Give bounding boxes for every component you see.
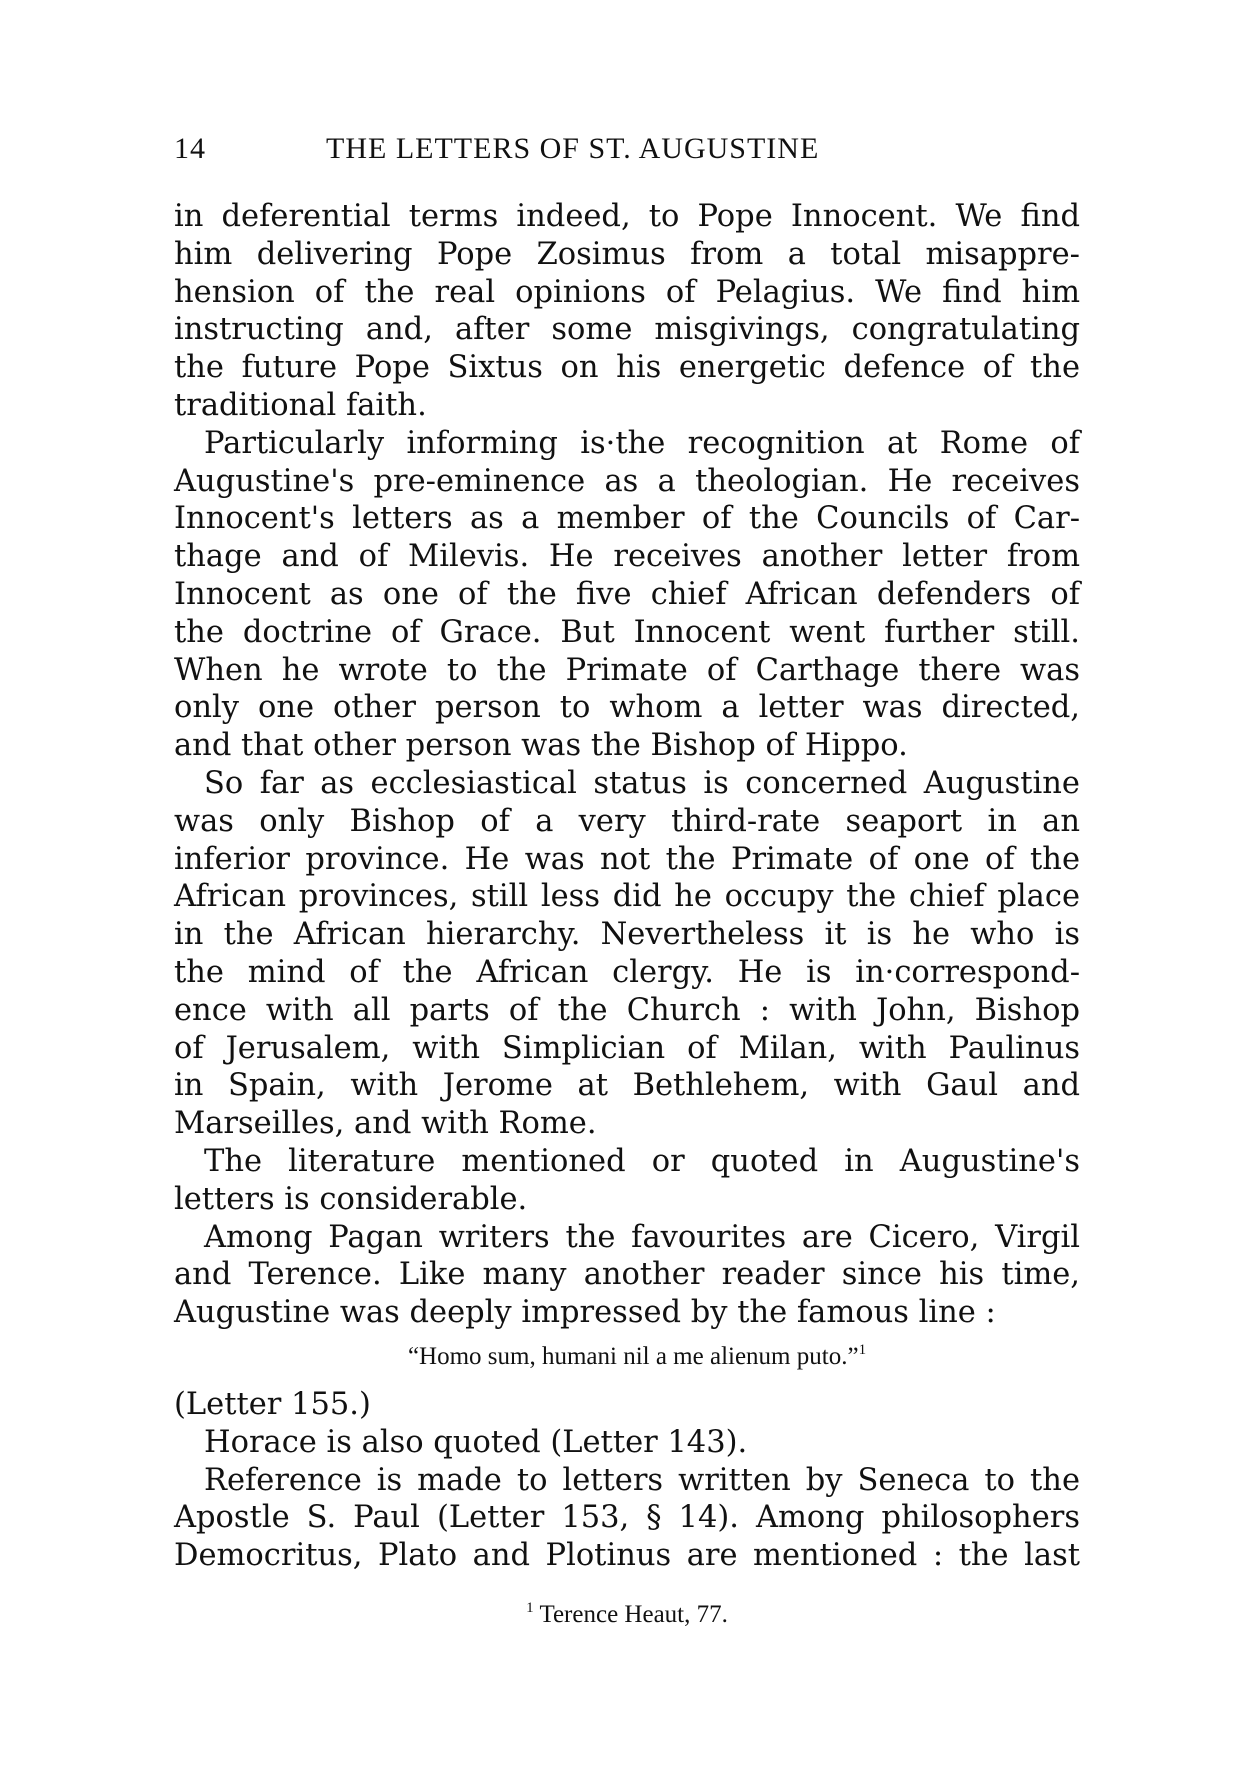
text-line: him delivering Pope Zosimus from a total misappre-: [174, 236, 1080, 272]
running-title: THE LETTERS OF ST. AUGUSTINE: [326, 132, 820, 165]
text-line: the doctrine of Grace. But Innocent went further still.: [174, 614, 1080, 650]
text-line: Apostle S. Paul (Letter 153, § 14). Among philosophers: [174, 1500, 1080, 1536]
block-quote: [174, 1342, 1080, 1372]
text-line: When he wrote to the Primate of Carthage there was: [174, 652, 1080, 688]
text-line: letters is considerable.: [174, 1181, 528, 1217]
text-line: was only Bishop of a very third-rate seaport in an: [174, 803, 1080, 839]
quote-text: “Homo sum, humani nil a me alienum puto.”: [407, 1342, 859, 1370]
footnote-text: Terence Heaut, 77.: [539, 1601, 728, 1628]
text-line: in Spain, with Jerome at Bethlehem, with Gaul and: [174, 1068, 1080, 1104]
running-head: [174, 132, 1074, 172]
text-line: and Terence. Like many another reader since his time,: [174, 1257, 1080, 1293]
text-line: (Letter 155.): [174, 1386, 371, 1422]
text-line: Among Pagan writers the favourites are Cicero, Virgil: [204, 1219, 1080, 1255]
text-line: instructing and, after some misgivings, congratulating: [174, 312, 1080, 348]
page-number: 14: [174, 132, 206, 165]
text-line: and that other person was the Bishop of Hippo.: [174, 728, 908, 764]
text-line: the mind of the African clergy. He is in·correspond-: [174, 954, 1080, 990]
text-line: inferior province. He was not the Primate of one of the: [174, 841, 1080, 877]
text-line: Marseilles, and with Rome.: [174, 1106, 597, 1142]
text-line: the future Pope Sixtus on his energetic defence of the: [174, 350, 1080, 386]
text-line: traditional faith.: [174, 387, 427, 423]
text-line: So far as ecclesiastical status is concerned Augustine: [204, 765, 1080, 801]
text-line: ence with all parts of the Church : with John, Bishop: [174, 992, 1080, 1028]
text-line: Augustine's pre-eminence as a theologian. He receives: [174, 463, 1080, 499]
text-line: hension of the real opinions of Pelagius. We find him: [174, 274, 1080, 310]
text-line: The literature mentioned or quoted in Augustine's: [204, 1143, 1080, 1179]
footnote-reference: 1: [858, 1341, 867, 1358]
text-line: Particularly informing is·the recognition at Rome of: [204, 425, 1080, 461]
text-line: Reference is made to letters written by Seneca to the: [204, 1462, 1080, 1498]
text-line: Horace is also quoted (Letter 143).: [204, 1424, 748, 1460]
body-text: [174, 198, 1080, 1575]
text-line: Augustine was deeply impressed by the famous line :: [174, 1295, 996, 1331]
text-line: only one other person to whom a letter was directed,: [174, 690, 1080, 726]
text-line: thage and of Milevis. He receives another letter from: [174, 539, 1080, 575]
footnote-marker: 1: [526, 1600, 534, 1616]
text-line: in deferential terms indeed, to Pope Innocent. We find: [174, 199, 1080, 234]
text-line: Innocent's letters as a member of the Councils of Car-: [174, 501, 1080, 537]
footnote: [174, 1600, 1080, 1630]
text-line: Innocent as one of the five chief African defenders of: [174, 576, 1080, 612]
text-line: of Jerusalem, with Simplician of Milan, with Paulinus: [174, 1030, 1080, 1066]
text-line: Democritus, Plato and Plotinus are mentioned : the last: [174, 1538, 1080, 1574]
text-line: in the African hierarchy. Nevertheless it is he who is: [174, 917, 1080, 953]
text-line: African provinces, still less did he occupy the chief place: [174, 879, 1080, 915]
